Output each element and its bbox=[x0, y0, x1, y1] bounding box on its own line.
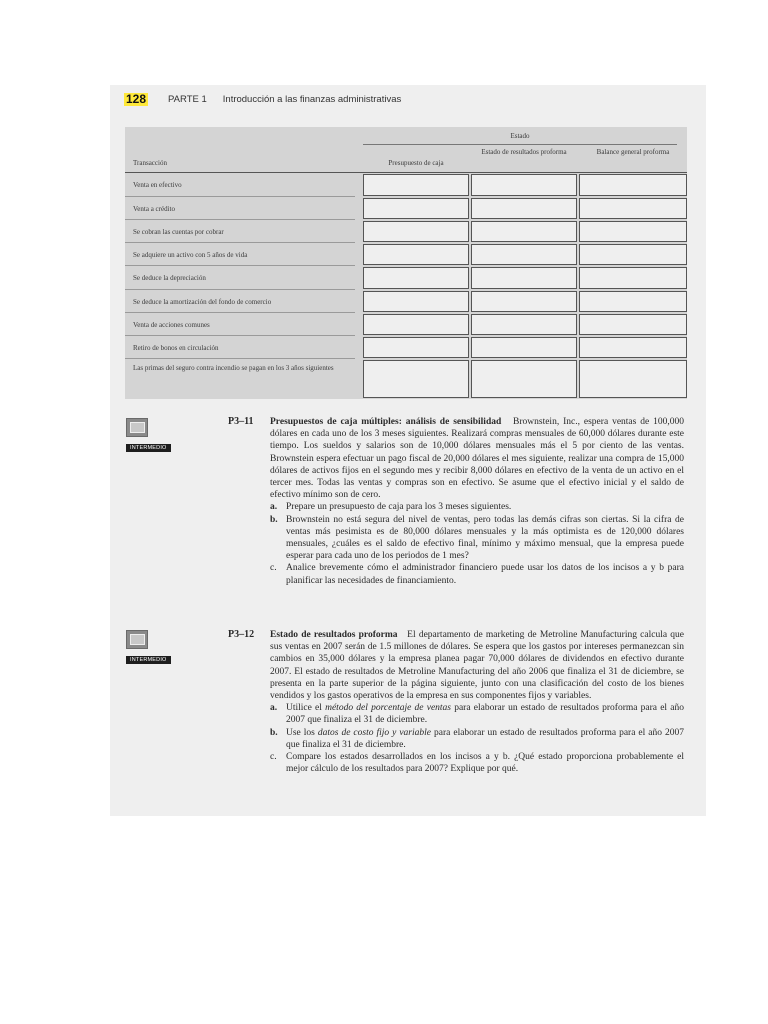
problem-p3-11 bbox=[270, 416, 684, 587]
transactions-table bbox=[125, 127, 687, 399]
row-label: Venta en efectivo bbox=[133, 181, 182, 189]
problem-intro: El departamento de marketing de Metroline Manufacturing calcula que sus ventas en 2007 serán de 1.5 millones de dólares. Se espera que los gastos por intereses permanezcan sin cambios en 35,000 dólares y la empresa planea pagar 70,000 dólares de dividendos en efectivo durante 2007. El estado de resultados de Metroline Manufacturing del año 2006 que finaliza el 31 de diciembre, se presenta en la parte superior de la página siguiente, junto con una clasificación del costo de los bienes vendidos y los gastos operativos de la empresa en sus componentes fijos y variables. bbox=[270, 630, 684, 702]
row-label: Se deduce la amortización del fondo de comercio bbox=[133, 298, 272, 306]
balance-sheet-cell bbox=[579, 198, 687, 219]
table-row bbox=[125, 336, 687, 359]
table-row bbox=[125, 220, 687, 243]
income-statement-cell bbox=[471, 174, 577, 196]
col-header-balance-sheet: Balance general proforma bbox=[596, 148, 670, 156]
balance-sheet-cell bbox=[579, 337, 687, 358]
part-label: PARTE 1 bbox=[168, 93, 207, 105]
part-title: Introducción a las finanzas administrativas bbox=[222, 93, 402, 105]
problem-number: P3–12 bbox=[228, 629, 255, 640]
col-header-cash-budget: Presupuesto de caja bbox=[388, 159, 444, 167]
table-row bbox=[125, 313, 687, 336]
cash-budget-cell bbox=[363, 314, 469, 335]
cash-budget-cell bbox=[363, 174, 469, 196]
table-header bbox=[125, 127, 687, 172]
row-label: Se deduce la depreciación bbox=[133, 274, 206, 282]
income-statement-cell bbox=[471, 360, 577, 398]
problem-items bbox=[270, 501, 684, 586]
balance-sheet-cell bbox=[579, 244, 687, 265]
cash-budget-cell bbox=[363, 337, 469, 358]
income-statement-cell bbox=[471, 198, 577, 219]
problem-title: Presupuestos de caja múltiples: análisis de sensibilidad bbox=[270, 417, 502, 427]
income-statement-cell bbox=[471, 244, 577, 265]
level-badge: INTERMEDIO bbox=[126, 656, 171, 664]
cash-budget-cell bbox=[363, 244, 469, 265]
problem-items bbox=[270, 702, 684, 775]
list-item: a. Prepare un presupuesto de caja para los 3 meses siguientes. bbox=[270, 502, 512, 513]
problem-intro: Brownstein, Inc., espera ventas de 100,000 dólares en cada uno de los 3 meses siguientes. Realizará compras mensuales de 60,000 dólares durante este tiempo. Los sueldos y salarios son de 10,000 dólares mensuales más el 5 por ciento de las ventas. Brownstein espera efectuar un pago fiscal de 20,000 dólares el mes siguiente, realizar una compra de 15,000 dólares de activos fijos en el segundo mes y recibir 8,000 dólares en efectivo de la venta de un activo en el tercer mes. Todas las ventas y compras son en efectivo. Se asume que el efectivo inicial y el saldo de efectivo mínimo son de cero. bbox=[270, 417, 684, 501]
row-label: Se adquiere un activo con 5 años de vida bbox=[133, 251, 248, 259]
col-header-income-statement: Estado de resultados proforma bbox=[481, 148, 567, 156]
income-statement-cell bbox=[471, 267, 577, 289]
balance-sheet-cell bbox=[579, 267, 687, 289]
income-statement-cell bbox=[471, 314, 577, 335]
estado-group-header: Estado bbox=[510, 132, 530, 140]
row-label: Retiro de bonos en circulación bbox=[133, 344, 219, 352]
problem-number: P3–11 bbox=[228, 416, 254, 427]
income-statement-cell bbox=[471, 337, 577, 358]
group-header-rule bbox=[363, 144, 677, 145]
balance-sheet-cell bbox=[579, 291, 687, 312]
col-header-transaction: Transacción bbox=[133, 159, 167, 167]
running-head bbox=[124, 92, 401, 106]
level-badge: INTERMEDIO bbox=[126, 444, 171, 452]
cash-budget-cell bbox=[363, 221, 469, 242]
problem-title: Estado de resultados proforma bbox=[270, 630, 398, 640]
income-statement-cell bbox=[471, 291, 577, 312]
list-item: b. Brownstein no está segura del nivel de ventas, pero todas las demás cifras son ciertas. Si la cifra de ventas más pesimista es de 80,000 dólares mensuales y la más optimista es de 120,000 dólares mensuales, ¿cuáles es el saldo de efectivo final, mínimo y máximo mensual, que la empresa puede esperar para cada uno de los periodos de 1 mes? bbox=[270, 514, 684, 562]
page-number: 128 bbox=[126, 91, 147, 106]
list-item: b. Use los datos de costo fijo y variable para elaborar un estado de resultados proforma para el año 2007 que finaliza el 31 de diciembre. bbox=[270, 727, 684, 750]
income-statement-cell bbox=[471, 221, 577, 242]
cash-budget-cell bbox=[363, 360, 469, 398]
list-item: c. Compare los estados desarrollados en los incisos a y b. ¿Qué estado proporciona probablemente el mejor cálculo de los resultados para 2007? Explique por qué. bbox=[270, 752, 684, 775]
balance-sheet-cell bbox=[579, 221, 687, 242]
row-label: Venta de acciones comunes bbox=[133, 321, 210, 329]
balance-sheet-cell bbox=[579, 360, 687, 398]
row-label: Se cobran las cuentas por cobrar bbox=[133, 228, 224, 236]
table-row bbox=[125, 266, 687, 290]
cash-budget-cell bbox=[363, 291, 469, 312]
balance-sheet-cell bbox=[579, 174, 687, 196]
web-exercise-icon bbox=[126, 418, 148, 437]
row-label: Las primas del seguro contra incendio se pagan en los 3 años siguientes bbox=[133, 364, 334, 372]
row-label: Venta a crédito bbox=[133, 205, 175, 213]
table-row bbox=[125, 197, 687, 220]
list-item: a. Utilice el método del porcentaje de ventas para elaborar un estado de resultados proforma para el año 2007 que finaliza el 31 de diciembre. bbox=[270, 703, 684, 726]
table-row bbox=[125, 290, 687, 313]
spreadsheet-icon bbox=[126, 630, 148, 649]
table-row bbox=[125, 359, 687, 399]
cash-budget-cell bbox=[363, 198, 469, 219]
problem-p3-12 bbox=[270, 629, 684, 775]
cash-budget-cell bbox=[363, 267, 469, 289]
list-item: c. Analice brevemente cómo el administrador financiero puede usar los datos de los incisos a y b para planificar las necesidades de financiamiento. bbox=[270, 563, 684, 586]
table-row bbox=[125, 243, 687, 266]
balance-sheet-cell bbox=[579, 314, 687, 335]
table-row bbox=[125, 173, 687, 197]
